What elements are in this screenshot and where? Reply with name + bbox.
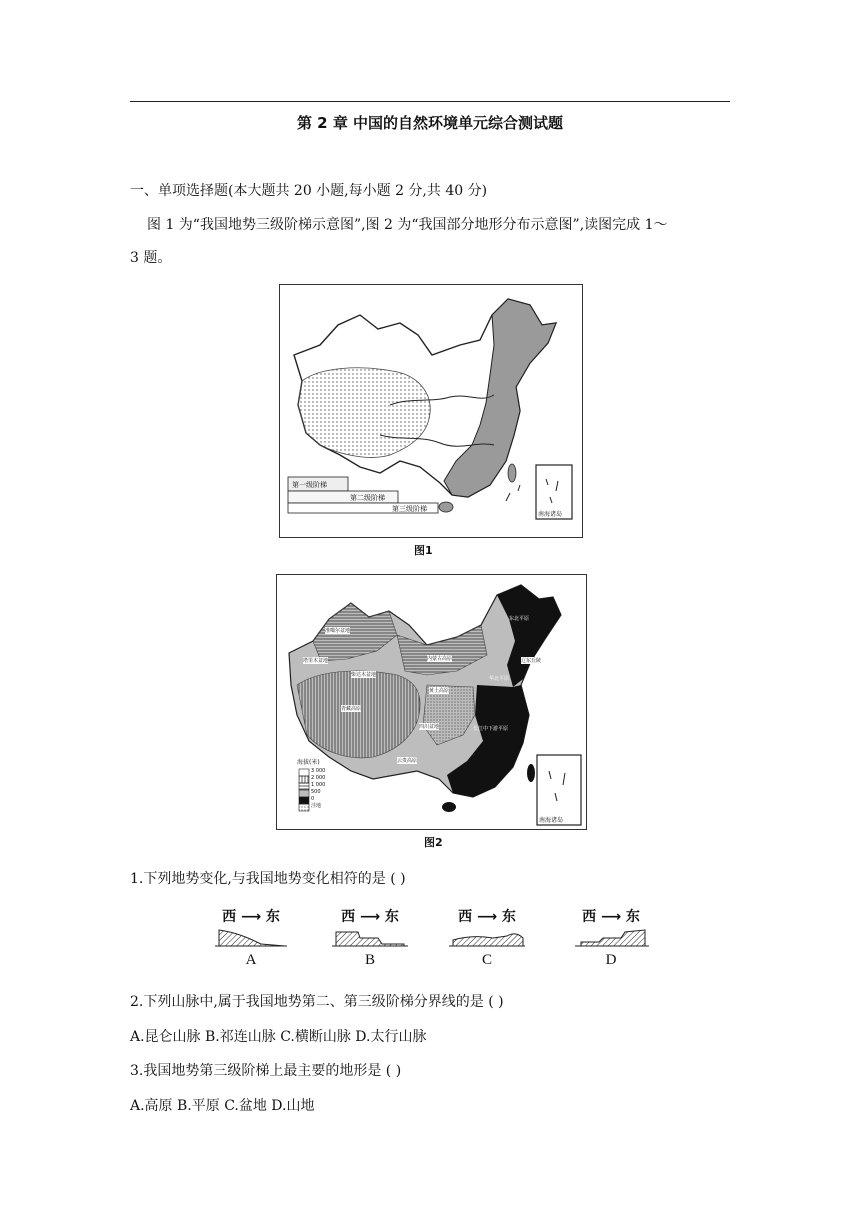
question-2-options[interactable]: A.昆仑山脉 B.祁连山脉 C.横断山脉 D.太行山脉	[130, 1029, 427, 1045]
legend-entry: 500	[311, 789, 321, 795]
profile-b-icon	[330, 926, 410, 950]
terrain-steps-map-illustration	[280, 285, 582, 537]
profile-c-icon	[447, 926, 527, 950]
section-heading: 一、单项选择题(本大题共 20 小题,每小题 2 分,共 40 分)	[130, 183, 488, 199]
option-label: A	[245, 952, 257, 968]
option-label: B	[364, 952, 375, 968]
question-3-options[interactable]: A.高原 B.平原 C.盆地 D.山地	[130, 1098, 315, 1114]
legend-entries	[311, 768, 325, 810]
question-1-text: 1.下列地势变化,与我国地势变化相符的是 ( )	[130, 871, 406, 887]
question-3-text: 3.我国地势第三级阶梯上最主要的地形是 ( )	[130, 1063, 402, 1079]
question-2-text: 2.下列山脉中,属于我国地势第二、第三级阶梯分界线的是 ( )	[130, 994, 504, 1010]
legend-entry: 2 000	[311, 775, 326, 781]
region-label: 塔里木盆地	[303, 658, 329, 664]
region-label: 东北平原	[509, 616, 530, 622]
region-label: 长江中下游平原	[473, 726, 509, 732]
direction-label: 西 ⟶ 东	[458, 909, 516, 925]
intro-line-1: 图 1 为“我国地势三级阶梯示意图”,图 2 为“我国部分地形分布示意图”,读图完成 1～	[147, 217, 668, 233]
legend-entry: 0	[311, 796, 315, 802]
inset-label: 南海诸岛	[539, 817, 564, 824]
figure-2-map	[276, 574, 587, 830]
option-d-profile[interactable]	[571, 906, 651, 966]
intro-line-2: 3 题。	[130, 250, 172, 266]
figure-1-map	[279, 284, 583, 538]
legend-entry: 洼地	[311, 803, 322, 809]
region-label: 内蒙古高原	[427, 656, 453, 662]
region-label: 华北平原	[489, 676, 510, 682]
step-3-label: 第三级阶梯	[392, 505, 427, 513]
region-label: 青藏高原	[341, 706, 362, 712]
step-2-label: 第二级阶梯	[350, 494, 385, 502]
option-label: D	[605, 952, 617, 968]
option-label: C	[481, 952, 492, 968]
figure-2-caption: 图2	[424, 836, 443, 849]
legend-title: 海拔(米)	[297, 759, 320, 766]
header-rule	[130, 101, 730, 102]
figure-1-caption: 图1	[414, 544, 433, 557]
inset-label: 南海诸岛	[538, 511, 563, 518]
option-c-profile[interactable]	[447, 906, 527, 966]
profile-d-icon	[571, 926, 651, 950]
legend-entry: 1 000	[311, 782, 326, 788]
option-b-profile[interactable]	[330, 906, 410, 966]
profile-a-icon	[211, 926, 291, 950]
direction-label: 西 ⟶ 东	[582, 909, 640, 925]
option-a-profile[interactable]	[211, 906, 291, 966]
step-1-label: 第一级阶梯	[292, 481, 327, 489]
region-label: 柴达木盆地	[351, 672, 377, 678]
region-label: 四川盆地	[419, 724, 440, 730]
legend-entry: 3 000	[311, 768, 326, 774]
region-label: 黄土高原	[429, 688, 450, 694]
region-label: 辽东丘陵	[521, 658, 542, 664]
region-label: 准噶尔盆地	[325, 628, 351, 634]
page-title: 第 2 章 中国的自然环境单元综合测试题	[296, 114, 564, 132]
direction-label: 西 ⟶ 东	[222, 909, 280, 925]
region-label: 云贵高原	[397, 758, 418, 764]
direction-label: 西 ⟶ 东	[341, 909, 399, 925]
